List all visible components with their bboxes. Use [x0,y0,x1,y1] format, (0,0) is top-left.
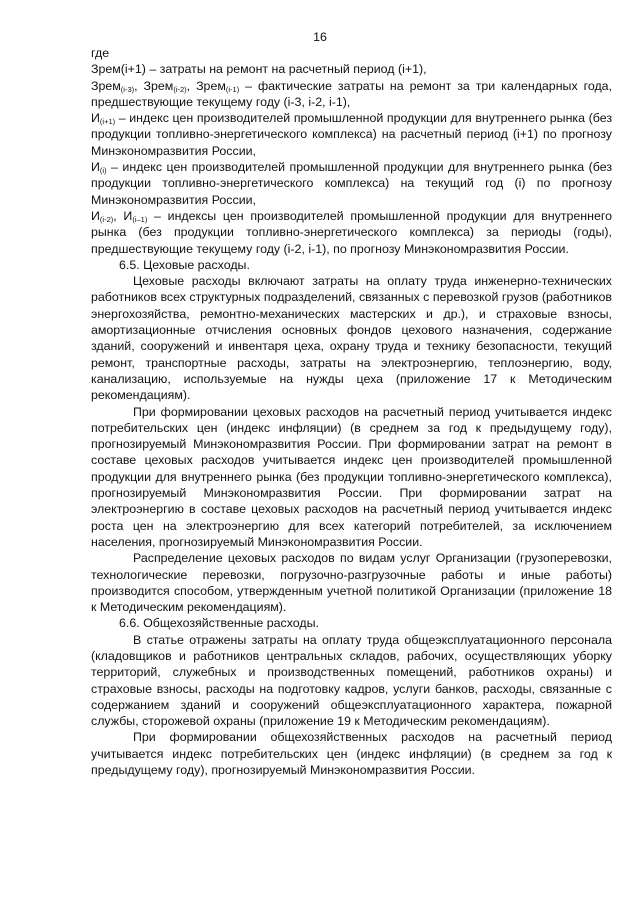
paragraph-zrem-history [91,78,612,111]
subscript-i-minus-1: (i-1) [225,84,240,94]
symbol-separator: , [113,208,124,223]
paragraph-shop-costs-distribution: Распределение цеховых расходов по видам услуг Организации (грузоперевозки, технологические перевозки, погрузочно-разгрузочные работы и иные работы) производится способом, утвержденным учетной политикой Организации (приложение 18 к Методическим рекомендациям). [91,551,612,615]
symbol-zrem-2: Зрем [143,78,174,93]
paragraph-index-next [91,110,612,159]
symbol-zrem-1: Зрем [91,78,121,93]
document-body [91,45,612,778]
subscript-i: (i) [99,166,107,176]
subscript-i-minus-2: (i-2) [173,84,187,94]
paragraph-general-costs: В статье отражены затраты на оплату труда общеэксплуатационного персонала (кладовщиков и работников центральных складов, рабочих, осуществляющих уборку территорий, служебных и производственных помещений, работников охраны) и страховые взносы, расходы на подготовку кадров, услуги банков, расходы, связанные с содержанием зданий и сооружений общеэксплуатационного характера, пожарной службы, сторожевой охраны (приложение 19 к Методическим рекомендациям). [91,632,612,729]
symbol-index: И [91,111,100,126]
symbol-index: И [91,208,100,223]
paragraph-zrem-next [91,61,612,77]
symbol-separator: , [134,78,144,93]
symbol-zrem-3: Зрем [196,78,226,93]
zrem-history-text: – фактические затраты на ремонт за три календарных года, предшествующие текущему году (i-3, i-2, i-1), [91,78,613,109]
subscript-i-minus-2: (i-2) [99,214,114,224]
symbol-separator: , [186,78,197,93]
section-heading-6-5: 6.5. Цеховые расходы. [119,257,250,272]
section-heading-6-6: 6.6. Общехозяйственные расходы. [119,616,319,631]
paragraph-index-current [91,159,612,208]
zrem-next-text: Зрем(i+1) – затраты на ремонт на расчетный период (i+1), [91,62,427,77]
symbol-index: И [123,208,133,223]
index-next-text: – индекс цен производителей промышленной продукции для внутреннего рынка (без продукции топливно-энергетического комплекса) на расчетный период (i+1) по прогнозу Минэкономразвития России, [91,111,612,158]
subscript-i-minus-3: (i-3) [120,84,135,94]
paragraph-general-costs-formation: При формировании общехозяйственных расходов на расчетный период учитывается индекс потребительских цен (индекс инфляции) (в среднем за год к предыдущему году), прогнозируемый Минэкономразвития России. [91,730,612,778]
page-number: 16 [313,30,327,44]
index-history-text: – индексы цен производителей промышленной продукции для внутреннего рынка (без продукции топливно-энергетического комплекса) за периоды (годы), предшествующие текущему году (i-2, i-1), по прогнозу Минэкономразвития России. [91,208,612,256]
subscript-i-plus-1: (i+1) [99,117,116,127]
symbol-index: И [91,160,100,175]
index-current-text: – индекс цен производителей промышленной продукции для внутреннего рынка (без продукции топливно-энергетического комплекса) на текущий год (i) по прогнозу Минэкономразвития России, [91,160,612,207]
paragraph-shop-costs: Цеховые расходы включают затраты на оплату труда инженерно-технических работников всех структурных подразделений, связанных с перевозкой грузов (работников энергохозяйства, ремонтно-механических мастерских и др.), и страховые взносы, амортизационные отчисления основных фондов цехового назначения, содержание зданий, сооружений и инвентаря цеха, охрану труда и технику безопасности, текущий ремонт, транспортные расходы, затраты на электроэнергию, теплоэнергию, воду, канализацию, используемые на нужды цеха (приложение 17 к Методическим рекомендациям). [91,274,612,403]
paragraph-index-history [91,208,612,257]
paragraph-shop-costs-formation: При формировании цеховых расходов на расчетный период учитывается индекс потребительских цен (индекс инфляции) (в среднем за год к предыдущему году), прогнозируемый Минэкономразвития России. При формировании затрат на ремонт в составе цеховых расходов учитывается индекс цен производителей промышленной продукции для внутреннего рынка (без продукции топливно-энергетического комплекса), прогнозируемый Минэкономразвития России. При формировании затрат на электроэнергию в составе цеховых расходов на расчетный период учитывается индекс роста цен на электроэнергию для всех категорий потребителей, за исключением населения, прогнозируемый Минэкономразвития России. [91,404,612,549]
subscript-i-minus-1: (i–1) [132,214,148,224]
paragraph-where: где [91,46,110,60]
